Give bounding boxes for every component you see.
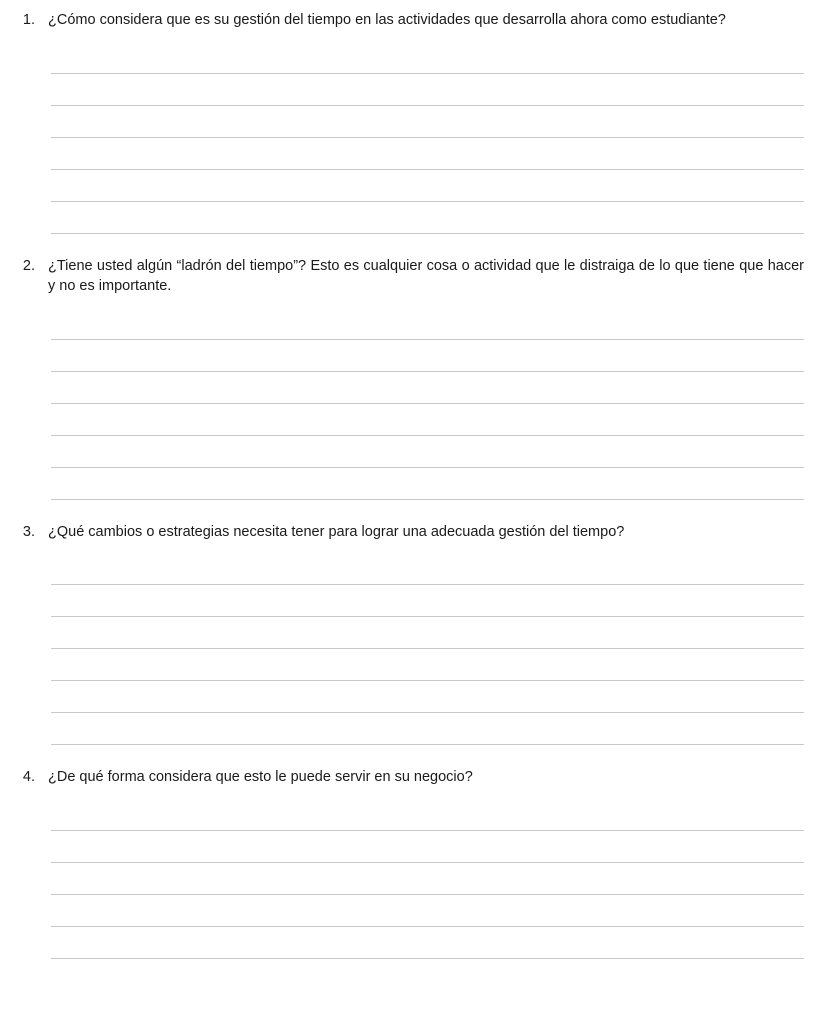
question-row-3: [18, 522, 804, 543]
spacer: [18, 234, 804, 256]
answer-line[interactable]: [51, 713, 804, 745]
answer-line[interactable]: [51, 799, 804, 831]
answer-line[interactable]: [51, 42, 804, 74]
answer-line[interactable]: [51, 202, 804, 234]
question-text-2: ¿Tiene usted algún “ladrón del tiempo”? Esto es cualquier cosa o actividad que le distraiga de lo que tiene que hacer y no es importante.: [48, 257, 804, 295]
question-text-4: ¿De qué forma considera que esto le puede servir en su negocio?: [48, 769, 473, 786]
answer-line[interactable]: [51, 170, 804, 202]
question-block-2: [18, 256, 804, 500]
answer-line[interactable]: [51, 404, 804, 436]
spacer: [18, 297, 804, 308]
question-number-2: 2.: [22, 257, 35, 274]
answer-line[interactable]: [51, 863, 804, 895]
answer-line[interactable]: [51, 372, 804, 404]
question-block-3: [18, 522, 804, 746]
answer-line[interactable]: [51, 831, 804, 863]
question-text-3: ¿Qué cambios o estrategias necesita tener para lograr una adecuada gestión del tiempo?: [48, 523, 625, 540]
question-row-4: [18, 767, 804, 788]
answer-line[interactable]: [51, 649, 804, 681]
question-number-4: 4.: [22, 769, 35, 786]
spacer: [18, 788, 804, 799]
answer-line[interactable]: [51, 106, 804, 138]
question-row-1: [18, 10, 804, 31]
answer-line[interactable]: [51, 74, 804, 106]
answer-lines-2[interactable]: [51, 308, 804, 500]
spacer: [18, 31, 804, 42]
answer-lines-3[interactable]: [51, 553, 804, 745]
answer-line[interactable]: [51, 585, 804, 617]
answer-line[interactable]: [51, 308, 804, 340]
answer-line[interactable]: [51, 340, 804, 372]
question-block-1: [18, 10, 804, 234]
answer-lines-1[interactable]: [51, 42, 804, 234]
answer-line[interactable]: [51, 436, 804, 468]
question-number-1: 1.: [22, 12, 35, 28]
answer-line[interactable]: [51, 927, 804, 959]
answer-line[interactable]: [51, 895, 804, 927]
question-block-4: [18, 767, 804, 959]
answer-line[interactable]: [51, 553, 804, 585]
answer-lines-4[interactable]: [51, 799, 804, 959]
spacer: [18, 542, 804, 553]
answer-line[interactable]: [51, 681, 804, 713]
answer-line[interactable]: [51, 617, 804, 649]
spacer: [18, 500, 804, 522]
answer-line[interactable]: [51, 138, 804, 170]
question-text-1: ¿Cómo considera que es su gestión del tiempo en las actividades que desarrolla ahora como estudiante?: [48, 12, 726, 28]
question-number-3: 3.: [22, 523, 35, 540]
answer-line[interactable]: [51, 468, 804, 500]
spacer: [18, 745, 804, 767]
question-row-2: [18, 256, 804, 297]
